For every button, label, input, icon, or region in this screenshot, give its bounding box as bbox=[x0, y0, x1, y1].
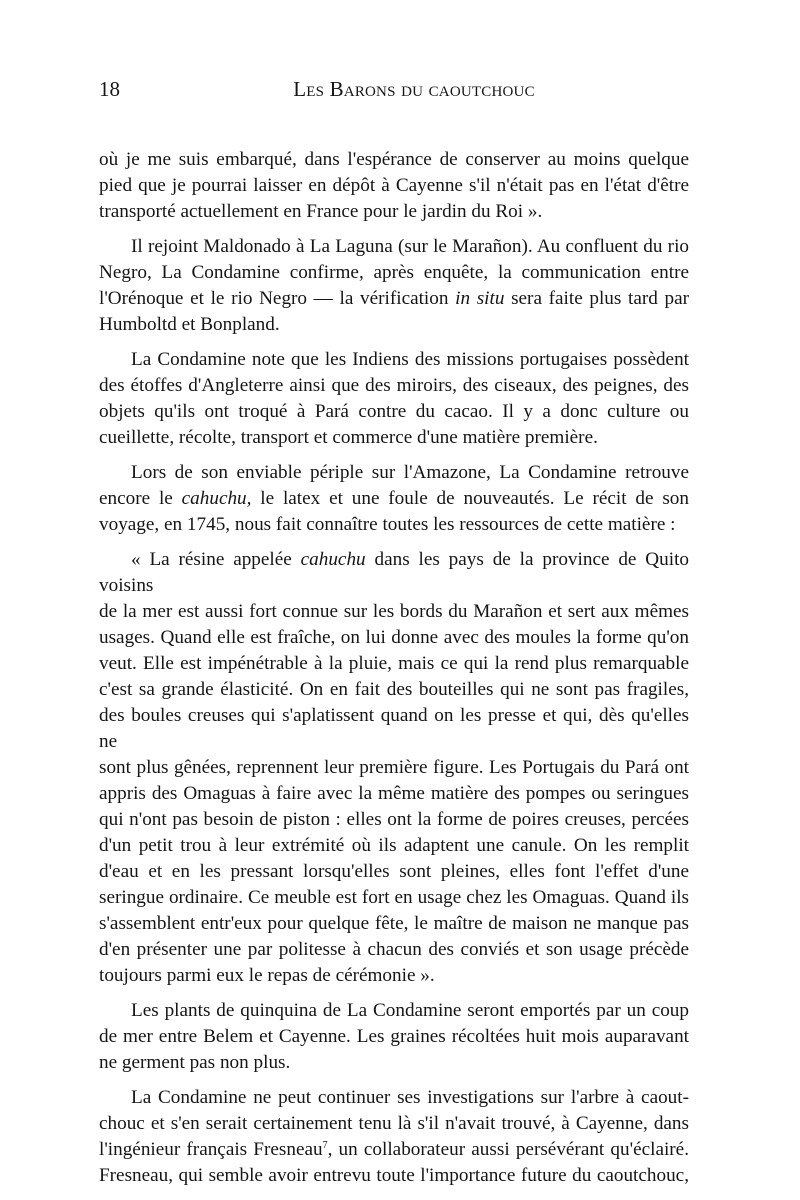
text-line: pied que je pourrai laisser en dépôt à Cayenne s'il n'était pas en l'état d'être bbox=[99, 175, 689, 196]
paragraph bbox=[99, 234, 689, 338]
text-line: d'en présenter une par politesse à chacun des conviés et son usage précède bbox=[99, 939, 689, 960]
paragraph bbox=[99, 460, 689, 538]
text-line: La Condamine note que les Indiens des missions portugaises possèdent bbox=[131, 349, 689, 370]
text-line: transporté actuellement en France pour le jardin du Roi ». bbox=[99, 201, 543, 222]
text-line: veut. Elle est impénétrable à la pluie, mais ce qui la rend plus remarquable bbox=[99, 653, 689, 674]
text-line: Lors de son enviable périple sur l'Amazone, La Condamine retrouve bbox=[131, 462, 689, 483]
text-line: usages. Quand elle est fraîche, on lui donne avec des moules la forme qu'on bbox=[99, 627, 689, 648]
italic-text: in situ bbox=[455, 288, 505, 309]
text-line: cueillette, récolte, transport et commerce d'une matière première. bbox=[99, 427, 598, 448]
footnote-marker: 7 bbox=[322, 1140, 328, 1151]
text-line: Humboltd et Bonpland. bbox=[99, 314, 280, 335]
paragraph bbox=[99, 1085, 689, 1189]
text-line: Il rejoint Maldonado à La Laguna (sur le Marañon). Au confluent du rio bbox=[131, 236, 689, 257]
text-segment: encore le bbox=[99, 488, 182, 509]
text-line: des étoffes d'Angleterre ainsi que des miroirs, des ciseaux, des peignes, des bbox=[99, 375, 689, 396]
text-line: qui n'ont pas besoin de piston : elles ont la forme de poires creuses, percées bbox=[99, 809, 689, 830]
text-line: de mer entre Belem et Cayenne. Les graines récoltées huit mois auparavant bbox=[99, 1026, 689, 1047]
paragraph bbox=[99, 998, 689, 1076]
text-line: c'est sa grande élasticité. On en fait des bouteilles qui ne sont pas fragiles, bbox=[99, 679, 689, 700]
paragraph bbox=[99, 347, 689, 451]
text-segment: dans les pays de la province de Quito voisins bbox=[99, 549, 689, 596]
text-segment: l'ingénieur français Fresneau bbox=[99, 1139, 323, 1160]
text-line: voyage, en 1745, nous fait connaître toutes les ressources de cette matière : bbox=[99, 514, 676, 535]
paragraph bbox=[99, 147, 689, 225]
text-line: objets qu'ils ont troqué à Pará contre du cacao. Il y a donc culture ou bbox=[99, 401, 689, 422]
body-text bbox=[99, 147, 689, 1198]
text-line: ne germent pas non plus. bbox=[99, 1052, 291, 1073]
text-line: s'assemblent entr'eux pour quelque fête, le maître de maison ne manque pas bbox=[99, 913, 689, 934]
text-line bbox=[99, 286, 689, 312]
text-line: toujours parmi eux le repas de cérémonie ». bbox=[99, 965, 435, 986]
page-number: 18 bbox=[99, 77, 120, 101]
text-line bbox=[99, 547, 689, 599]
text-line bbox=[99, 1137, 689, 1163]
text-segment: « La résine appelée bbox=[131, 549, 301, 570]
text-line: Les plants de quinquina de La Condamine seront emportés par un coup bbox=[131, 1000, 689, 1021]
text-segment: l'Orénoque et le rio Negro — la vérification bbox=[99, 288, 456, 309]
text-line: où je me suis embarqué, dans l'espérance de conserver au moins quelque bbox=[99, 149, 689, 170]
text-line: de la mer est aussi fort connue sur les bords du Marañon et sert aux mêmes bbox=[99, 601, 689, 622]
text-line: d'eau et en les pressant lorsqu'elles sont pleines, elles font l'effet d'une bbox=[99, 861, 689, 882]
text-line bbox=[99, 486, 689, 512]
text-line: Fresneau, qui semble avoir entrevu toute l'importance future du caoutchouc, bbox=[99, 1165, 689, 1186]
text-line: chouc et s'en serait certainement tenu là s'il n'avait trouvé, à Cayenne, dans bbox=[99, 1113, 689, 1134]
text-line: Negro, La Condamine confirme, après enquête, la communication entre bbox=[99, 262, 689, 283]
text-line: seringue ordinaire. Ce meuble est fort en usage chez les Omaguas. Quand ils bbox=[99, 887, 689, 908]
text-line: d'un petit trou à leur extrémité où ils adaptent une canule. On les remplit bbox=[99, 835, 689, 856]
paragraph bbox=[99, 547, 689, 989]
running-header-title: Les Barons du caoutchouc bbox=[293, 77, 535, 101]
text-segment: sera faite plus tard par bbox=[504, 288, 689, 309]
italic-text: cahuchu bbox=[300, 549, 366, 570]
text-segment: , un collaborateur aussi persévérant qu'éclairé. bbox=[327, 1139, 689, 1160]
text-line: appris des Omaguas à faire avec la même matière des pompes ou seringues bbox=[99, 783, 689, 804]
text-line: La Condamine ne peut continuer ses investigations sur l'arbre à caout- bbox=[131, 1087, 689, 1108]
text-line: sont plus gênées, reprennent leur première figure. Les Portugais du Pará ont bbox=[99, 757, 689, 778]
italic-text: cahuchu, bbox=[181, 488, 252, 509]
text-line: des boules creuses qui s'aplatissent quand on les presse et qui, dès qu'elles ne bbox=[99, 705, 689, 752]
text-segment: le latex et une foule de nouveautés. Le récit de son bbox=[251, 488, 689, 509]
